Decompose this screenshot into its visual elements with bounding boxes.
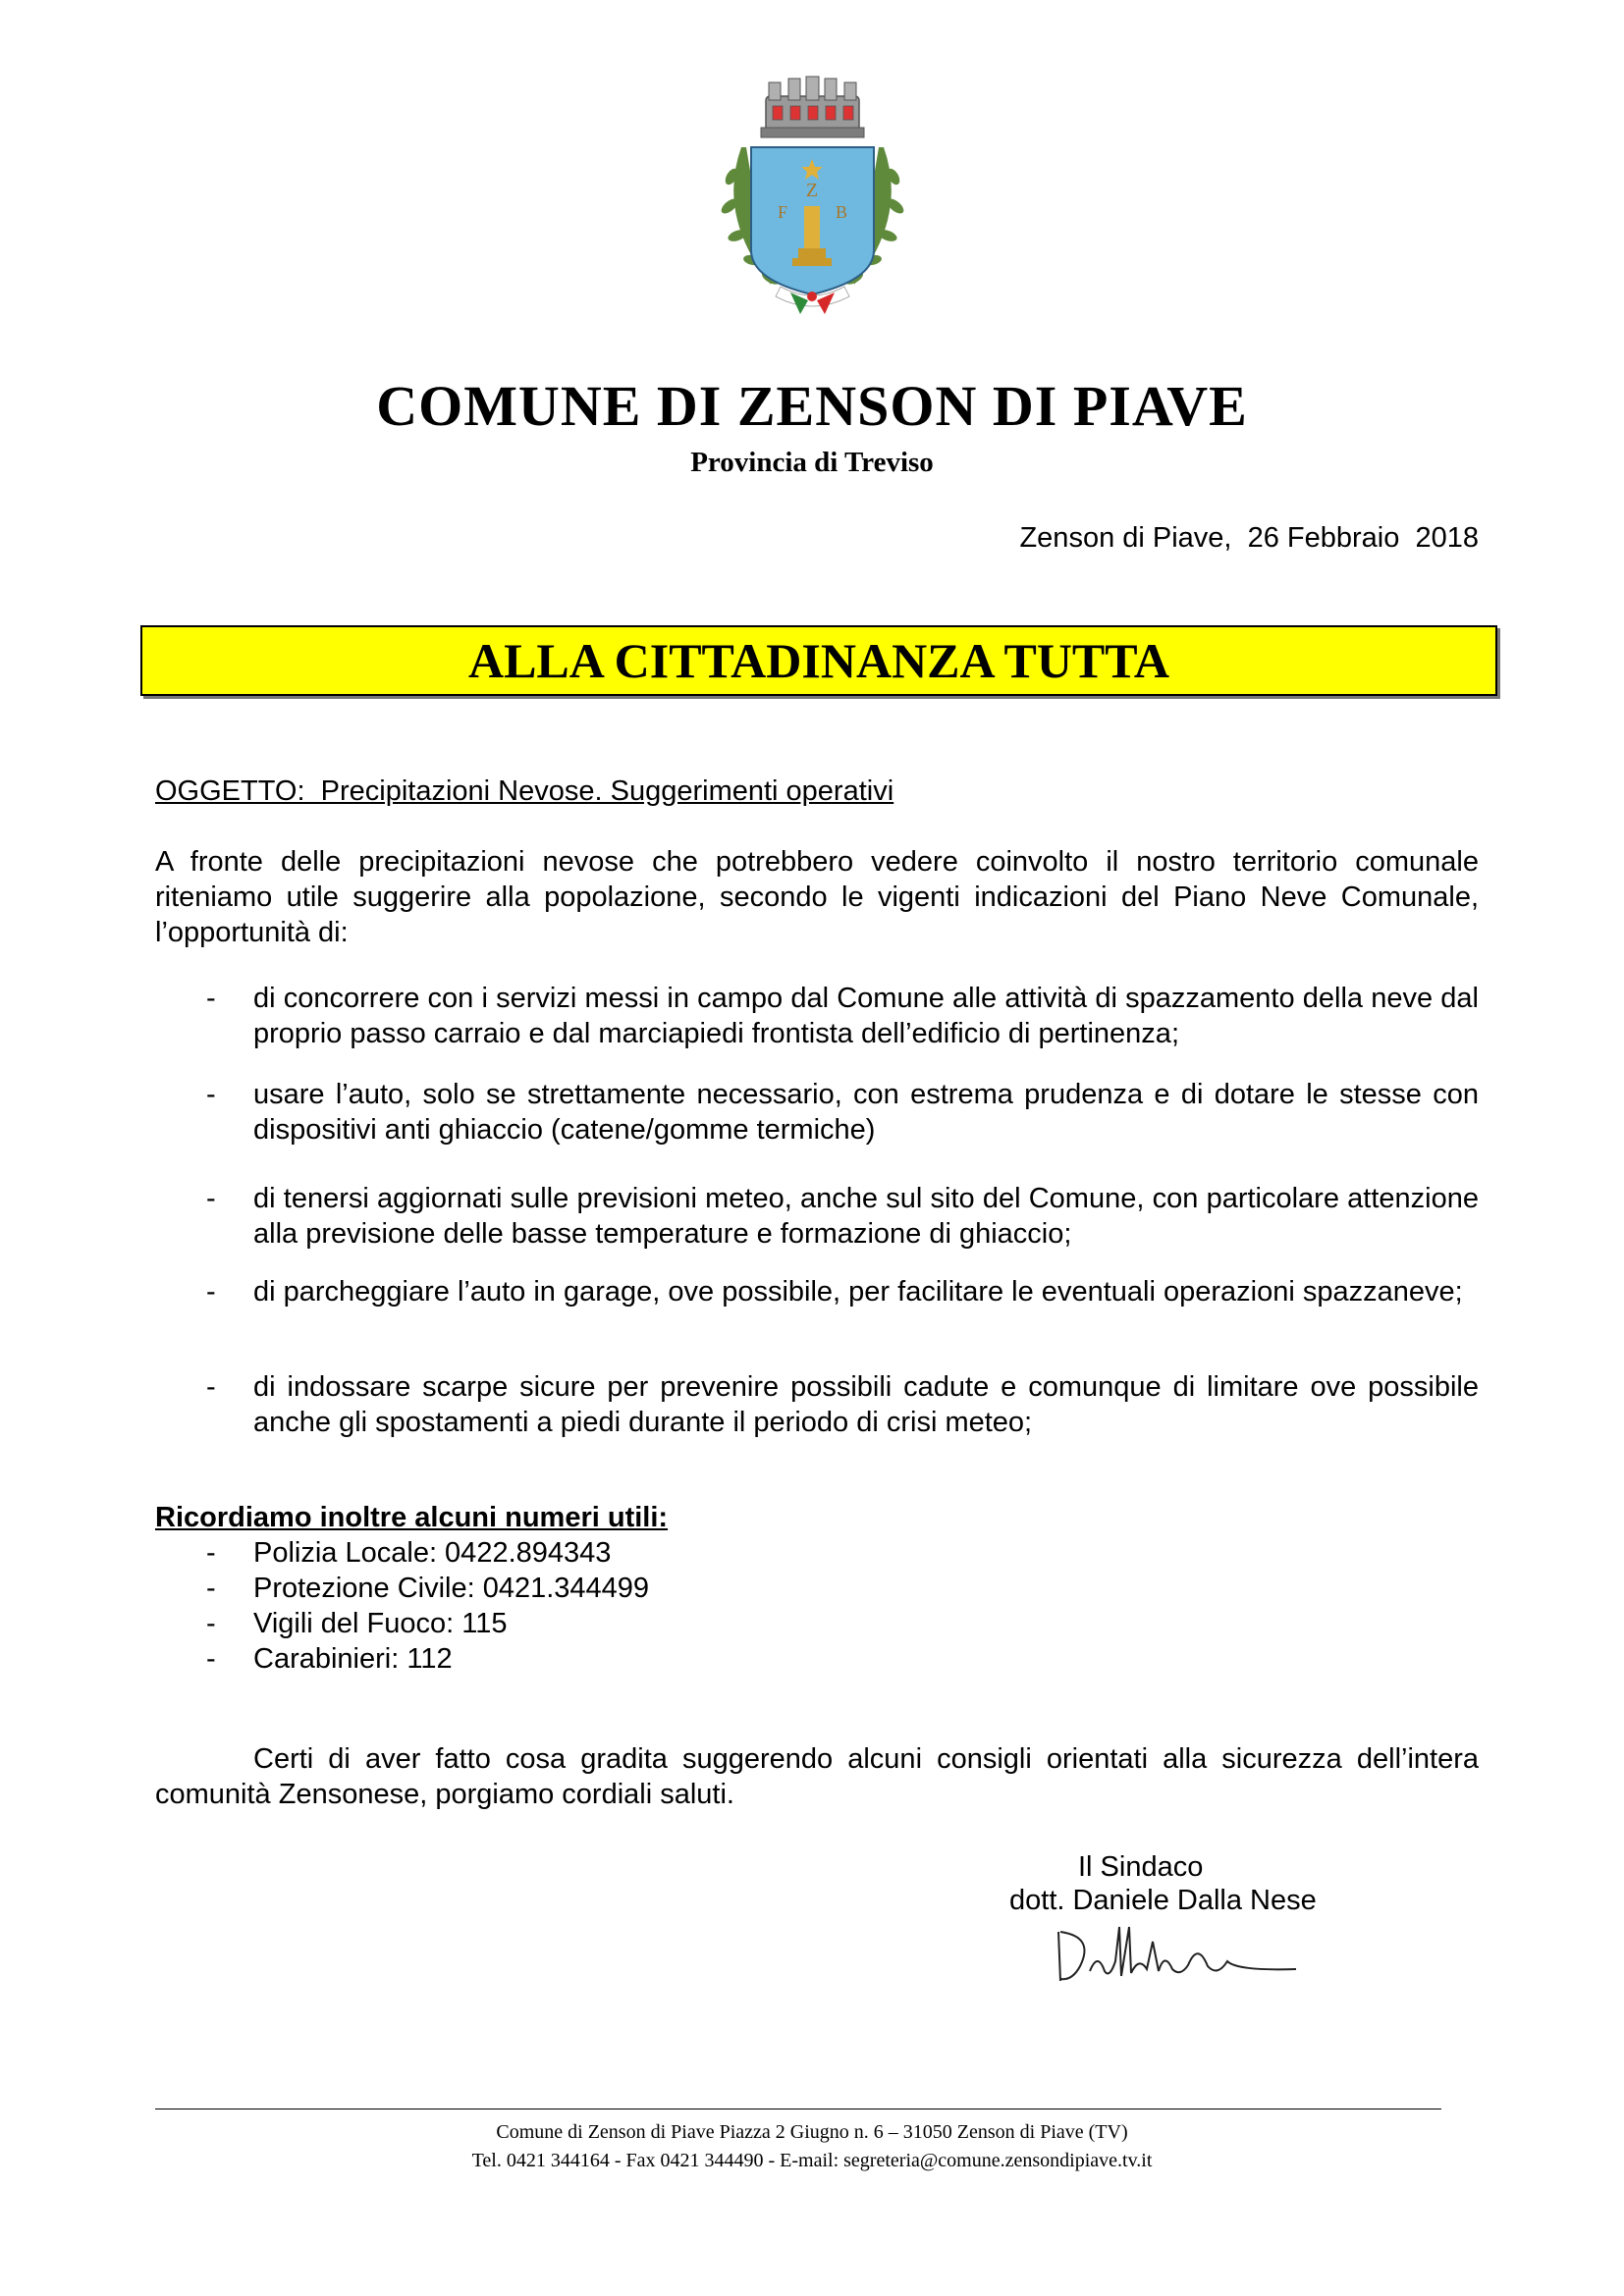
crown-icon [761, 77, 864, 137]
list-item: di indossare scarpe sicure per prevenire possibili cadute e comunque di limitare ove possibile anche gli spostamenti a piedi durante il periodo di crisi meteo; [253, 1371, 1479, 1438]
list-item: di tenersi aggiornati sulle previsioni meteo, anche sul sito del Comune, con particolare attenzione alla previsione delle basse temperature e formazione di ghiaccio; [253, 1183, 1479, 1250]
mayor-role: Il Sindaco [1078, 1851, 1204, 1883]
list-item: di concorrere con i servizi messi in campo dal Comune alle attività di spazzamento della neve dal proprio passo carraio e dal marciapiedi frontista dell’edificio di pertinenza; [253, 983, 1479, 1049]
bullet-dash: - [206, 1079, 216, 1110]
date-line: Zenson di Piave, 26 Febbraio 2018 [1019, 522, 1479, 554]
crest-letter-z: Z [805, 180, 819, 201]
list-item: di parcheggiare l’auto in garage, ove possibile, per facilitare le eventuali operazioni spazzaneve; [253, 1276, 1463, 1308]
banner-text: ALLA CITTADINANZA TUTTA [467, 633, 1170, 688]
crest-letter-f: F [777, 202, 788, 222]
mayor-name: dott. Daniele Dalla Nese [1009, 1885, 1317, 1916]
bullet-dash: - [206, 1276, 216, 1308]
closing-paragraph: Certi di aver fatto cosa gradita suggerendo alcuni consigli orientati alla sicurezza dell’intera comunità Zensonese, porgiamo cordiali saluti. [155, 1743, 1479, 1810]
bullet-dash: - [206, 1643, 216, 1675]
list-item: Protezione Civile: 0421.344499 [253, 1573, 650, 1604]
crest-letter-b: B [835, 202, 848, 222]
audience-banner [140, 625, 1497, 696]
bullet-dash: - [206, 1573, 216, 1604]
list-item: Polizia Locale: 0422.894343 [253, 1537, 612, 1569]
bullet-dash: - [206, 1608, 216, 1639]
bullet-dash: - [206, 1371, 216, 1403]
footer-contacts: Tel. 0421 344164 - Fax 0421 344490 - E-mail: segreteria@comune.zensondipiave.tv.it [471, 2150, 1153, 2171]
subject-line: OGGETTO: Precipitazioni Nevose. Suggerimenti operativi [155, 775, 894, 807]
province-subtitle: Provincia di Treviso [690, 447, 934, 478]
list-item: usare l’auto, solo se strettamente necessario, con estrema prudenza e di dotare le stesse con dispositivi anti ghiaccio (catene/gomme termiche) [253, 1079, 1479, 1146]
intro-paragraph: A fronte delle precipitazioni nevose che potrebbero vedere coinvolto il nostro territorio comunale riteniamo utile suggerire alla popolazione, secondo le vigenti indicazioni del Piano Neve Comunale, l’opportunità di: [155, 846, 1479, 948]
bullet-dash: - [206, 1183, 216, 1214]
useful-numbers-heading: Ricordiamo inoltre alcuni numeri utili: [155, 1502, 669, 1533]
coat-of-arms-logo [702, 69, 923, 329]
list-item: Vigili del Fuoco: 115 [253, 1608, 508, 1639]
shield-icon [751, 147, 874, 294]
footer-address: Comune di Zenson di Piave Piazza 2 Giugno n. 6 – 31050 Zenson di Piave (TV) [496, 2121, 1128, 2143]
handwritten-signature [1051, 1912, 1316, 1991]
bullet-dash: - [206, 983, 216, 1014]
municipality-title: COMUNE DI ZENSON DI PIAVE [376, 374, 1248, 438]
bullet-dash: - [206, 1537, 216, 1569]
list-item: Carabinieri: 112 [253, 1643, 453, 1675]
